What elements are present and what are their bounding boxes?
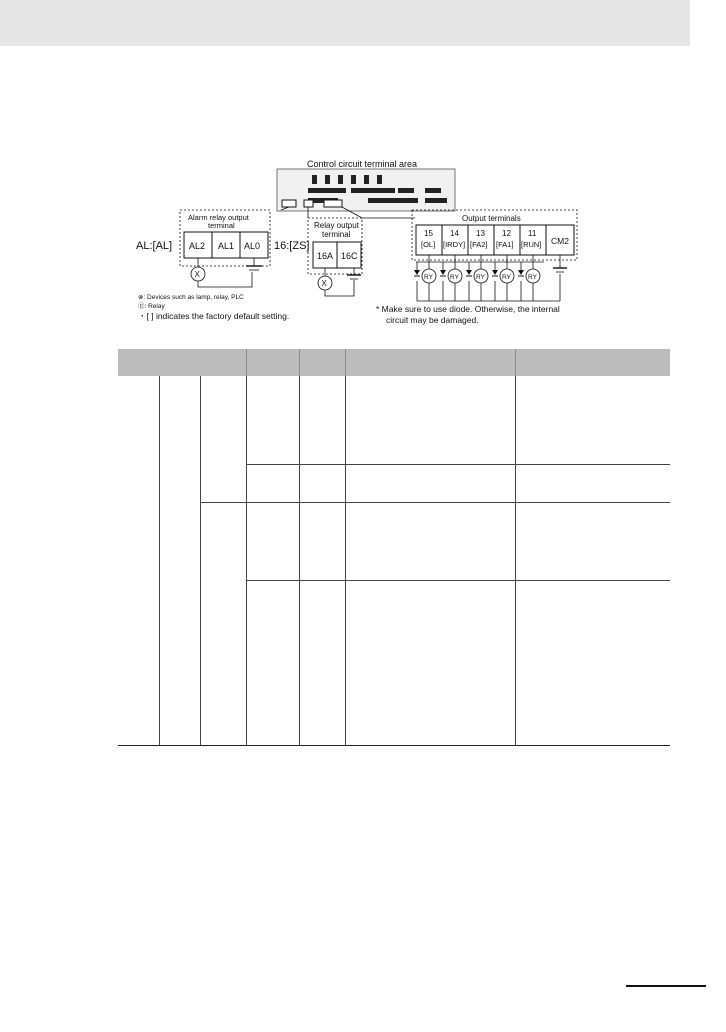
terminal-spec-table — [118, 349, 670, 746]
diode-note-line-2: circuit may be damaged. — [386, 315, 479, 325]
output-15-function: [OL] — [421, 240, 436, 249]
relay-label: 16:[ZS] — [274, 240, 310, 252]
relay-ry-2: RY — [450, 274, 459, 281]
load-symbol-x-2: X — [321, 279, 327, 288]
page-header-band — [0, 0, 690, 46]
page-number-rule — [626, 985, 706, 987]
diode-note-line-1: * Make sure to use diode. Otherwise, the internal — [376, 304, 560, 314]
alarm-box-title-1: Alarm relay output — [188, 213, 249, 222]
output-12-number: 12 — [502, 229, 511, 238]
output-13-function: [FA2] — [470, 240, 488, 249]
terminal-al2: AL2 — [189, 241, 206, 251]
alarm-box-title-2: terminal — [208, 221, 235, 230]
relay-box-title-2: terminal — [322, 230, 351, 239]
al-label: AL:[AL] — [136, 240, 173, 252]
relay-ry-4: RY — [502, 274, 511, 281]
relay-ry-5: RY — [528, 274, 537, 281]
output-12-function: [FA1] — [496, 240, 514, 249]
table-header-row — [118, 349, 670, 376]
output-terminals-title: Output terminals — [462, 214, 521, 223]
legend-devices: ⊗: Devices such as lamp, relay, PLC — [138, 294, 244, 301]
terminal-cm2: CM2 — [551, 236, 569, 246]
output-14-number: 14 — [450, 229, 459, 238]
relay-box-title-1: Relay output — [314, 221, 359, 230]
control-area-title: Control circuit terminal area — [307, 159, 418, 169]
relay-ry-3: RY — [476, 274, 485, 281]
output-15-number: 15 — [424, 229, 433, 238]
output-13-number: 13 — [476, 229, 485, 238]
legend-relay: Ⓡ: Relay — [138, 303, 165, 310]
terminal-16a: 16A — [317, 251, 334, 261]
load-symbol-x-1: X — [194, 270, 200, 279]
terminal-al0: AL0 — [244, 241, 261, 251]
terminal-16c: 16C — [341, 251, 358, 261]
terminal-al1: AL1 — [218, 241, 235, 251]
legend-default: ・[ ] indicates the factory default setting. — [138, 311, 290, 321]
output-14-function: [IRDY] — [443, 240, 466, 249]
relay-ry-1: RY — [424, 274, 433, 281]
output-11-function: [RUN] — [521, 240, 542, 249]
output-11-number: 11 — [528, 229, 537, 238]
terminal-wiring-diagram — [132, 156, 594, 326]
